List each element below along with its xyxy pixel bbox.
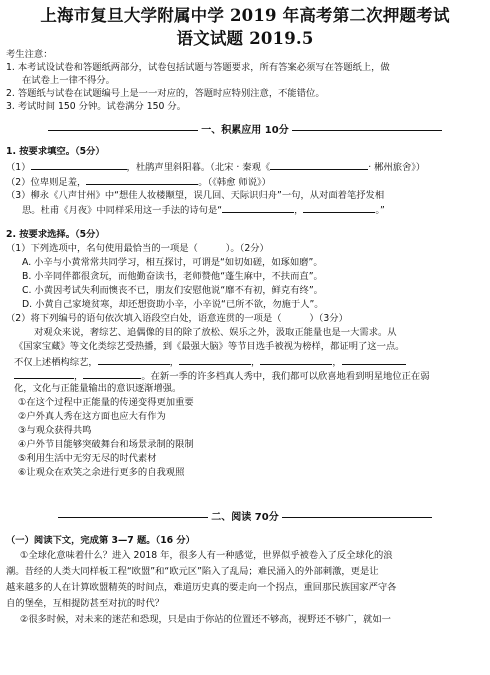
section-1-title: 一、积累应用 10分: [201, 125, 289, 136]
question-1-title: 1. 按要求填空。（5分）: [6, 146, 105, 157]
notice-item-3: 3. 考试时间 150 分钟。试卷满分 150 分。: [6, 101, 186, 112]
exam-title-line2: 语文试题 2019.5: [176, 29, 314, 48]
choice-item-3: ③与观众获得共鸣: [18, 425, 92, 436]
q2-sub-1: （1）下列选项中，名句使用最恰当的一项是（ ）。（2分）: [6, 243, 269, 254]
reading-line-5: ②很多时候，对未来的迷茫和恐现，只是由于你站的位置还不够高，视野还不够广，就如一: [20, 614, 391, 625]
choice-item-5: ⑤利用生活中无穷无尽的时代素材: [18, 453, 157, 464]
passage-line-4: ， 。在新一季的许多档真人秀中，我们都可以欣喜地看到明星地位正在弱: [14, 369, 490, 383]
reading-line-1: ①全球化意味着什么？进入 2018 年，很多人有一种感觉，世界似乎被卷入了反全球化的浪: [20, 550, 393, 561]
q1-line-3a: （3）柳永《八声甘州》中“想佳人妆楼颙望，误几回、天际识归舟”一句，从对面着笔抒发相: [6, 190, 385, 201]
reading-line-2: 潮。昔经的人类大同样板工程“欧盟”和“欧元区”陷入了乱局；难民涌入的外部刺激，更是让: [6, 566, 379, 577]
answer-blank: [270, 160, 368, 170]
answer-blank: [303, 203, 375, 213]
choice-item-2: ②户外真人秀在这方面也应大有作为: [18, 411, 166, 422]
divider-line: [58, 517, 208, 518]
q1-line-1: （1） ，杜鹃声里斜阳暮。（北宋 · 秦观《 · 郴州旅舍》）: [6, 162, 426, 173]
section-2-heading: [0, 511, 490, 524]
notice-item-1b: 在试卷上一律不得分。: [22, 75, 115, 86]
reading-line-4: 自的堡垒，互相提防甚至对抗的时代？: [6, 598, 165, 609]
answer-blank: [31, 160, 127, 170]
choice-item-1: ①在这个过程中正能量的传递变得更加重要: [18, 397, 194, 408]
q2-option-a: A. 小辛与小黄常常共同学习，相互探讨，可谓是“如切如磋，如琢如磨”。: [22, 257, 323, 268]
passage-line-3: 不仅上述栖构综艺， ， ， ，: [14, 355, 490, 369]
choice-item-6: ⑥让观众在欢笑之余进行更多的自我观照: [18, 467, 185, 478]
notice-item-2: 2. 答题纸与试卷在试题编号上是一一对应的，答题时应特别注意，不能错位。: [6, 88, 325, 99]
divider-line: [282, 517, 432, 518]
passage-line-1: 对观众来说，奢综艺、追偶像的目的除了放松、娱乐之外，汲取正能量也是一大需求。从: [34, 327, 397, 338]
answer-blank: [260, 355, 332, 365]
divider-line: [292, 130, 442, 131]
q2-sub-2: （2）将下列编号的语句依次填入语段空白处，语意连贯的一项是（ ）（3分）: [6, 313, 348, 324]
divider-line: [48, 130, 198, 131]
q2-option-b: B. 小辛同伴都很贪玩，而他勤奋读书，老师赞他“蓬生麻中，不扶而直”。: [22, 271, 323, 282]
reading-line-3: 越来越多的人在计算欧盟精英的时间点，难道历史真的要走向一个拐点，重回那民族国家严守各: [6, 582, 397, 593]
q2-option-d: D. 小黄自己家境贫寒，却还想资助小辛，小辛说“已所不欲，勿施于人”。: [22, 299, 324, 310]
passage-line-5: 化，文化与正能量输出的意识逐渐增强。: [14, 383, 182, 394]
answer-blank: [179, 355, 251, 365]
choice-item-4: ④户外节目能够突破舞台和场景录制的限制: [18, 439, 194, 450]
passage-line-2: 《国家宝藏》等文化类综艺受热播，到《最强大脑》等节目选手被视为榜样，都证明了这一点。: [14, 341, 405, 352]
section-2-title: 二、阅读 70分: [211, 512, 279, 523]
section-1-heading: [0, 124, 490, 137]
exam-title-line1: 上海市复旦大学附属中学 2019 年高考第二次押题考试: [40, 6, 450, 25]
answer-blank: [98, 355, 170, 365]
question-2-title: 2. 按要求选择。（5分）: [6, 229, 105, 240]
notice-heading: 考生注意：: [6, 49, 53, 60]
notice-item-1a: 1. 本考试设试卷和答题纸两部分，试卷包括试题与答题要求，所有答案必须写在答题纸上，做: [6, 62, 390, 73]
answer-blank: [83, 369, 141, 379]
q2-option-c: C. 小黄因考试失利而懊丧不已，朋友们安慰他说“靡不有初，鲜克有终”。: [22, 285, 323, 296]
answer-blank: [14, 369, 74, 379]
q1-line-3b: 思。杜甫《月夜》中同样采用这一手法的诗句是“ ， 。”: [22, 205, 385, 216]
reading-part-1-title: （一）阅读下文，完成第 3—7 题。（16 分）: [6, 535, 195, 546]
answer-blank: [342, 355, 406, 365]
q1-line-2: （2）位卑则足羞， 。（《韩愈 师说》）: [6, 177, 271, 188]
answer-blank: [222, 203, 294, 213]
answer-blank: [86, 175, 198, 185]
